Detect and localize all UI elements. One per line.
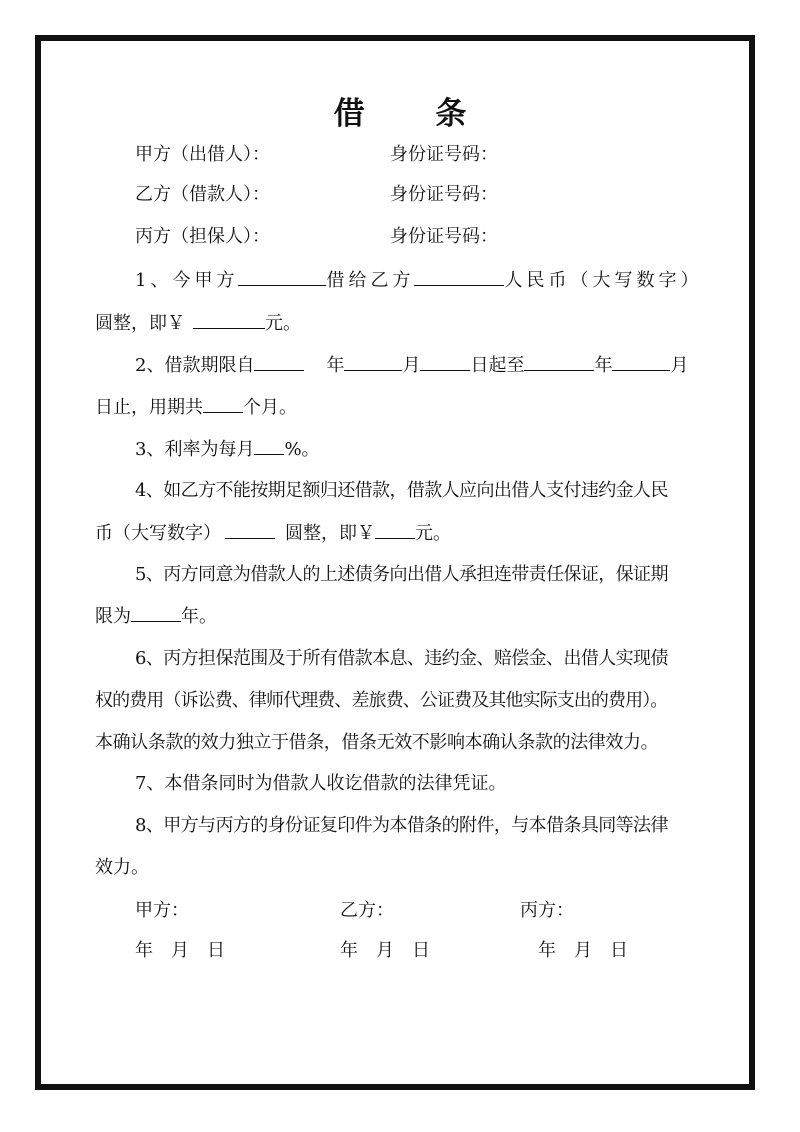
start-month-blank[interactable] bbox=[344, 352, 402, 371]
borrower-name-blank[interactable] bbox=[414, 267, 504, 286]
clause-2-text-f: 月 bbox=[670, 355, 689, 376]
clause-1-line-2 bbox=[95, 310, 301, 336]
clause-3-text-b: %。 bbox=[284, 439, 320, 460]
clause-6-line-1: 6、丙方担保范围及于所有借款本息、违约金、赔偿金、出借人实现债 bbox=[135, 648, 668, 669]
clause-6-line-2: 权的费用（诉讼费、律师代理费、差旅费、公证费及其他实际支出的费用）。 bbox=[95, 690, 668, 711]
clause-2-text-c: 月 bbox=[402, 355, 421, 376]
lender-name-blank[interactable] bbox=[238, 267, 326, 286]
clause-4-text-c: 元。 bbox=[415, 523, 451, 544]
clause-3-text-a: 3、利率为每月 bbox=[135, 439, 255, 460]
signature-lender-date: 年 月 日 bbox=[135, 940, 225, 961]
party-guarantor-id-label: 身份证号码： bbox=[390, 226, 498, 247]
end-year-blank[interactable] bbox=[524, 352, 594, 371]
clause-8-line-1: 8、甲方与丙方的身份证复印件为本借条的附件，与本借条具同等法律 bbox=[135, 815, 668, 836]
clause-2-text-a: 2、借款期限自 bbox=[135, 355, 255, 376]
signature-guarantor-date: 年 月 日 bbox=[538, 940, 628, 961]
clause-1-line-1 bbox=[135, 267, 702, 293]
signature-lender-label: 甲方： bbox=[135, 900, 189, 921]
clause-4-text-a: 币（大写数字） bbox=[95, 523, 221, 544]
clause-2-line-1 bbox=[135, 352, 688, 378]
clause-2-text-e: 年 bbox=[594, 355, 613, 376]
clause-3 bbox=[135, 436, 320, 462]
clause-2-text-d: 日起至 bbox=[470, 355, 525, 376]
signature-borrower-date: 年 月 日 bbox=[340, 940, 430, 961]
interest-rate-blank[interactable] bbox=[254, 436, 284, 455]
penalty-figures-blank[interactable] bbox=[375, 520, 415, 539]
clause-7: 7、本借条同时为借款人收讫借款的法律凭证。 bbox=[135, 773, 507, 794]
clause-2-line-2 bbox=[95, 394, 297, 420]
clause-6-line-3: 本确认条款的效力独立于借条，借条无效不影响本确认条款的法律效力。 bbox=[95, 732, 659, 753]
document-title: 借 条 bbox=[333, 96, 497, 132]
clause-5-text-b: 年。 bbox=[181, 606, 217, 627]
clause-2-text-b: 年 bbox=[326, 355, 345, 376]
clause-5-line-2 bbox=[95, 603, 217, 629]
start-day-blank[interactable] bbox=[420, 352, 470, 371]
end-month-blank[interactable] bbox=[612, 352, 670, 371]
party-borrower-id-label: 身份证号码： bbox=[390, 184, 498, 205]
clause-5-line-1: 5、丙方同意为借款人的上述债务向出借人承担连带责任保证，保证期 bbox=[135, 564, 668, 585]
clause-1-text-c: 人民币（大写数字） bbox=[504, 270, 703, 291]
clause-1-text-d: 圆整，即￥ bbox=[95, 313, 185, 334]
amount-figures-blank[interactable] bbox=[193, 310, 265, 329]
party-lender-label: 甲方（出借人）： bbox=[135, 144, 270, 165]
term-months-blank[interactable] bbox=[203, 394, 243, 413]
clause-8-line-2: 效力。 bbox=[95, 857, 149, 878]
clause-2-text-h: 个月。 bbox=[243, 397, 297, 418]
clause-2-text-g: 日止，用期共 bbox=[95, 397, 203, 418]
clause-1-text-e: 元。 bbox=[265, 313, 301, 334]
party-borrower-label: 乙方（借款人）： bbox=[135, 184, 270, 205]
signature-guarantor-label: 丙方： bbox=[520, 900, 574, 921]
guarantee-years-blank[interactable] bbox=[131, 603, 181, 622]
clause-4-line-2 bbox=[95, 520, 451, 546]
party-lender-id-label: 身份证号码： bbox=[390, 144, 498, 165]
start-year-blank[interactable] bbox=[254, 352, 304, 371]
clause-1-text-b: 借给乙方 bbox=[326, 270, 415, 291]
clause-4-line-1: 4、如乙方不能按期足额归还借款，借款人应向出借人支付违约金人民 bbox=[135, 480, 668, 501]
clause-1-text-a: 1、今甲方 bbox=[135, 270, 239, 291]
signature-borrower-label: 乙方： bbox=[340, 900, 394, 921]
clause-4-text-b: 圆整，即￥ bbox=[285, 523, 375, 544]
clause-5-text-a: 限为 bbox=[95, 606, 131, 627]
party-guarantor-label: 丙方（担保人）： bbox=[135, 226, 270, 247]
penalty-words-blank[interactable] bbox=[225, 520, 275, 539]
